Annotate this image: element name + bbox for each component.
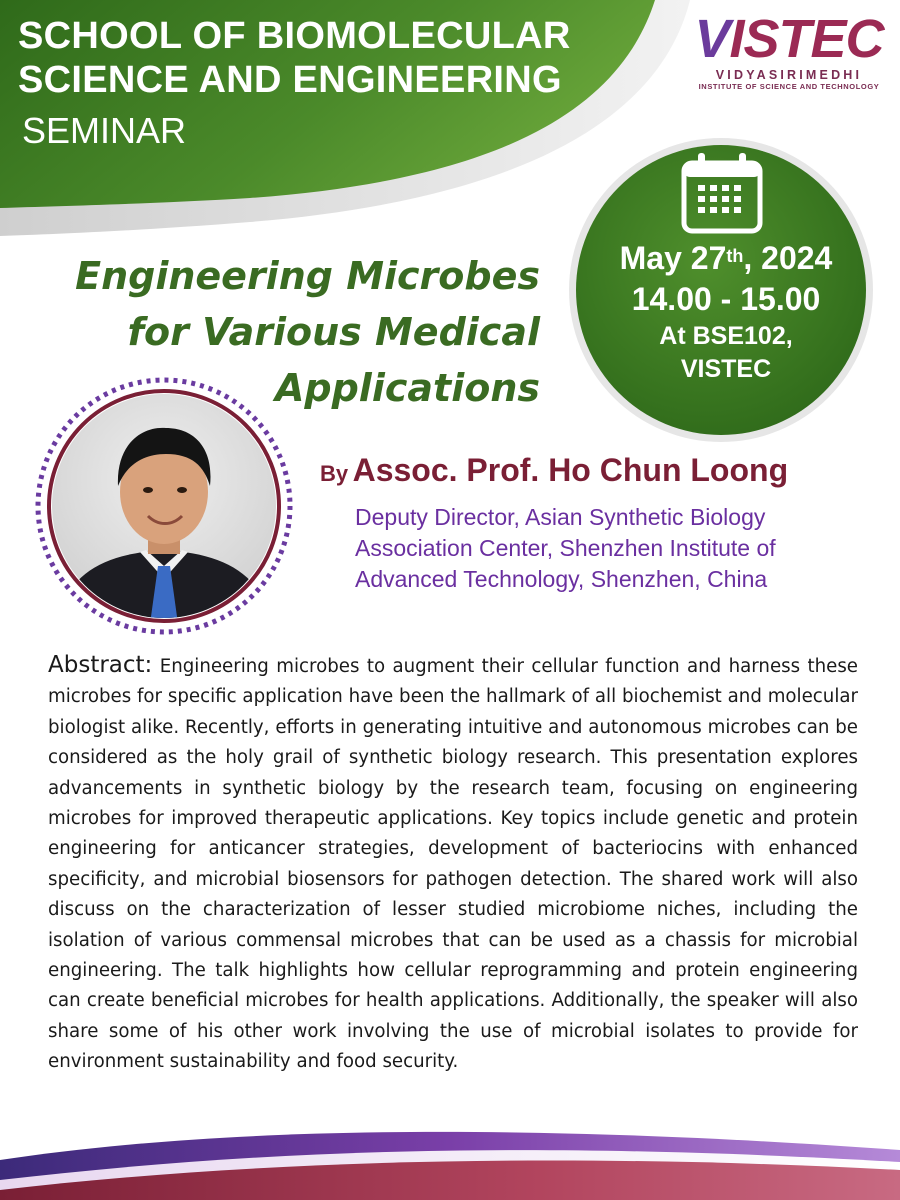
talk-title-line1: Engineering Microbes: [75, 254, 540, 298]
talk-title-line3: Applications: [275, 366, 540, 410]
affiliation-line1: Deputy Director, Asian Synthetic Biology: [355, 504, 766, 530]
event-date-main: May 27: [619, 240, 727, 276]
speaker-line: [320, 452, 788, 489]
logo-letter-v: V: [694, 9, 730, 69]
logo-subtitle: VIDYASIRIMEDHI: [715, 68, 863, 82]
speaker-photo: [32, 374, 296, 638]
logo-wordmark: [686, 10, 892, 68]
event-date-year: , 2024: [743, 240, 833, 276]
logo-letters-istec: ISTEC: [729, 9, 884, 69]
footer-banner: [0, 1100, 900, 1200]
abstract-text: Engineering microbes to augment their cellular function and harness these microbes for specific application have been the hallmark of all biochemist and molecular biologist alike. Recently, efforts in generating intuitive and autonomous microbes can be considered as the holy grail of synthetic biology research. This presentation explores advancements in synthetic biology by the research team, focusing on engineering microbes for improved therapeutic applications. Key topics include genetic and protein engineering for anticancer strategies, development of bacteriocins with enhanced specificity, and microbial biosensors for pathogen detection. The shared work will also discuss on the characterization of lesser studied microbiome niches, including the isolation of various commensal microbes that can be used as a chassis for microbial engineering. The talk highlights how cellular reprogramming and protein engineering can create beneficial microbes for health applications. Additionally, the speaker will also share some of his other work involving the use of microbial isolates to provide for environment sustainability and food security.: [48, 656, 858, 1073]
event-time: 14.00 - 15.00: [631, 281, 821, 317]
speaker-by-label: By: [320, 461, 349, 486]
vistec-logo: [686, 10, 892, 91]
affiliation-line2: Association Center, Shenzhen Institute of: [355, 535, 776, 561]
talk-title-line2: for Various Medical: [127, 310, 540, 354]
event-location-venue: VISTEC: [680, 355, 772, 383]
event-date: [585, 238, 867, 278]
school-title-line1: SCHOOL OF BIOMOLECULAR: [18, 15, 571, 57]
affiliation-line3: Advanced Technology, Shenzhen, China: [355, 566, 768, 592]
event-details: [585, 238, 867, 386]
event-location-room: At BSE102,: [659, 322, 793, 350]
seminar-label: SEMINAR: [22, 110, 187, 151]
speaker-name: Assoc. Prof. Ho Chun Loong: [352, 452, 789, 488]
speaker-affiliation: [355, 502, 875, 595]
logo-tagline: INSTITUTE OF SCIENCE AND TECHNOLOGY: [698, 82, 880, 91]
school-title: [18, 14, 571, 154]
school-title-line2: SCIENCE AND ENGINEERING: [18, 59, 562, 101]
event-date-suffix: th: [726, 246, 744, 266]
abstract-label: Abstract:: [48, 652, 153, 678]
abstract: [48, 650, 858, 1078]
